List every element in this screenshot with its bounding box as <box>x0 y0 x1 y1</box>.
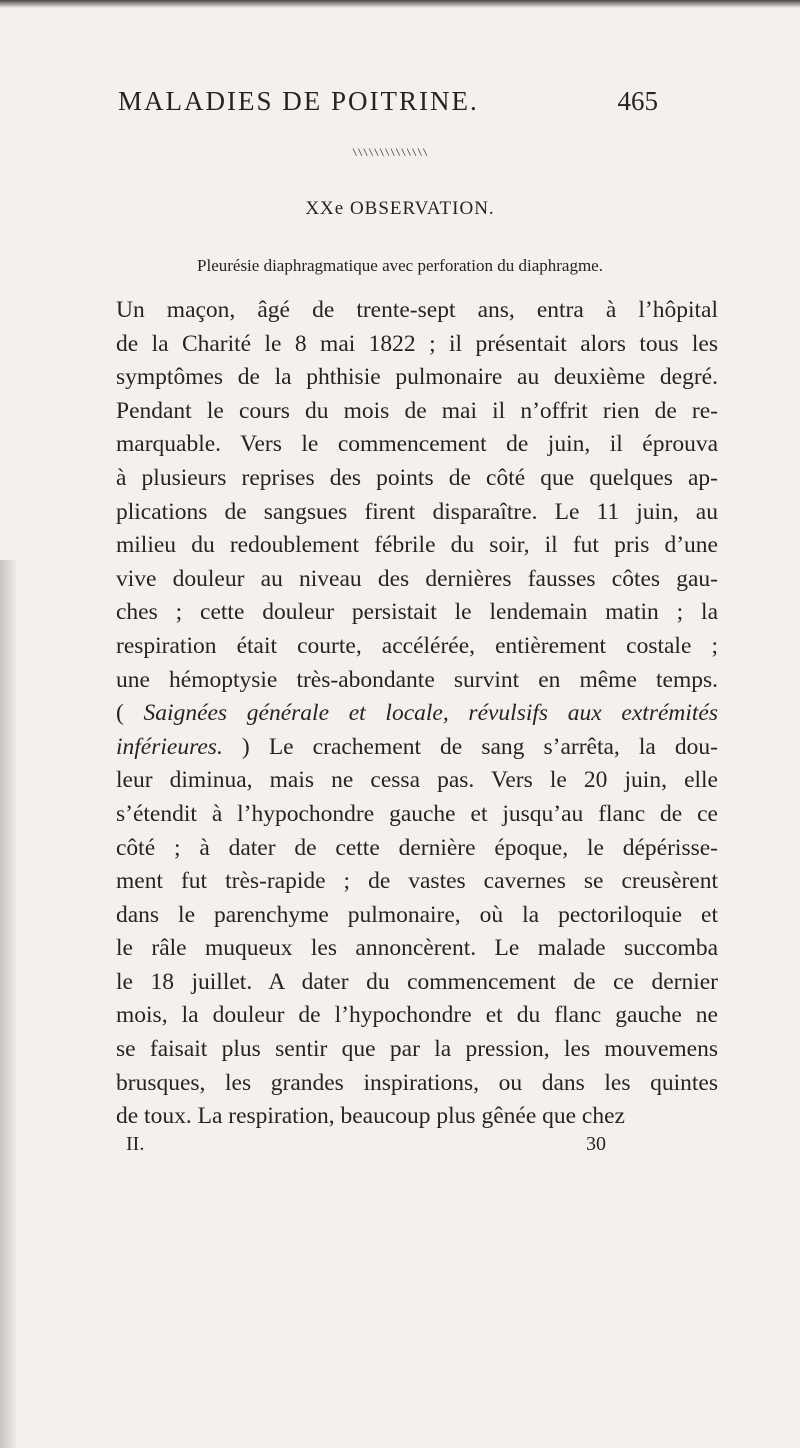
text-line: symptômes de la phthisie pulmonaire au deuxième degré. <box>116 364 718 391</box>
text-line: le 18 juillet. A dater du commencement de ce dernier <box>116 968 718 995</box>
text-line: s’étendit à l’hypochondre gauche et jusqu’au flanc de ce <box>116 800 718 827</box>
ornamental-rule: \\\\\\\\\\\\\\ <box>352 148 428 158</box>
text-line: leur diminua, mais ne cessa pas. Vers le 20 juin, elle <box>116 767 718 794</box>
running-head-title: MALADIES DE POITRINE. <box>118 86 479 116</box>
text-line: ches ; cette douleur persistait le lendemain matin ; la <box>116 599 718 626</box>
text-line: côté ; à dater de cette dernière époque, le dépérisse- <box>116 834 718 861</box>
signature-mark: II. <box>126 1133 145 1155</box>
text-line-italic-start <box>116 697 718 731</box>
text-line: marquable. Vers le commencement de juin, il éprouva <box>116 431 718 458</box>
text-line: mois, la douleur de l’hypochondre et du flanc gauche ne <box>116 1002 718 1029</box>
text-continuation: ) Le crachement de sang s’arrêta, la dou- <box>222 733 718 760</box>
text-line: le râle muqueux les annoncèrent. Le malade succomba <box>116 935 718 962</box>
text-line: brusques, les grandes inspirations, ou dans les quintes <box>116 1069 718 1096</box>
text-line: une hémoptysie très-abondante survint en même temps. <box>116 666 718 693</box>
page-footer <box>126 1133 666 1157</box>
body-paragraph <box>116 294 718 1134</box>
page-number: 465 <box>617 86 658 116</box>
text-line: de toux. La respiration, beaucoup plus gênée que chez <box>116 1103 625 1130</box>
gutter-shadow <box>0 560 18 1448</box>
text-line: respiration était courte, accélérée, entièrement costale ; <box>116 632 718 659</box>
italic-treatment-text: Saignées générale et locale, révulsifs aux extrémités <box>143 700 718 727</box>
observation-subtitle: Pleurésie diaphragmatique avec perforation du diaphragme. <box>197 256 603 275</box>
text-line: vive douleur au niveau des dernières fausses côtes gau- <box>116 565 718 592</box>
running-head <box>118 86 658 126</box>
catchword: 30 <box>586 1133 606 1155</box>
text-line: Pendant le cours du mois de mai il n’offrit rien de re- <box>116 397 718 424</box>
text-line: à plusieurs reprises des points de côté que quelques ap- <box>116 464 718 491</box>
italic-treatment-text-end: inférieures. <box>116 733 223 760</box>
text-line: se faisait plus sentir que par la pression, les mouvemens <box>116 1036 718 1063</box>
open-paren: ( <box>116 700 144 727</box>
observation-title: XXe OBSERVATION. <box>305 198 495 219</box>
scan-edge-shadow <box>0 0 800 8</box>
text-line: plications de sangsues firent disparaître. Le 11 juin, au <box>116 498 718 525</box>
text-line: de la Charité le 8 mai 1822 ; il présentait alors tous les <box>116 330 718 357</box>
text-line: Un maçon, âgé de trente-sept ans, entra à l’hôpital <box>116 297 718 323</box>
text-line-italic-end <box>116 731 718 765</box>
text-line: ment fut très-rapide ; de vastes cavernes se creusèrent <box>116 868 718 895</box>
text-line: milieu du redoublement fébrile du soir, il fut pris d’une <box>116 532 718 559</box>
text-line: dans le parenchyme pulmonaire, où la pectoriloquie et <box>116 901 718 928</box>
